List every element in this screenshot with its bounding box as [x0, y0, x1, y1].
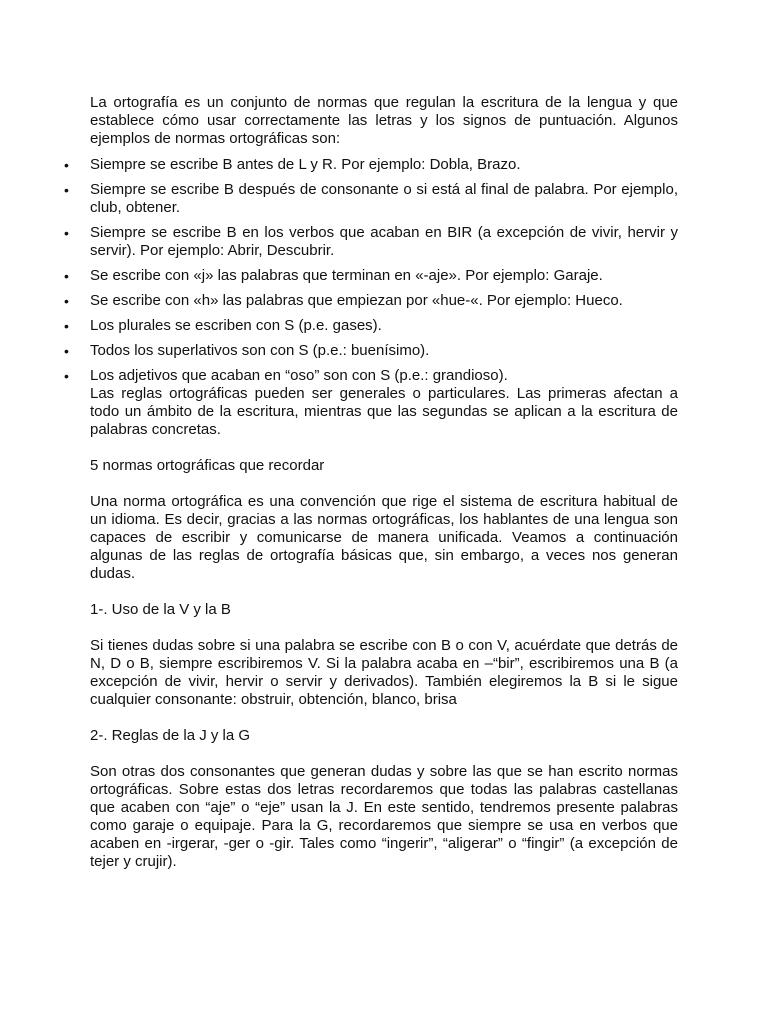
bullet-icon: •: [64, 293, 69, 309]
rule-text: Los adjetivos que acaban en “oso” son con S (p.e.: grandioso).: [90, 367, 508, 384]
list-item: [64, 342, 678, 360]
bullet-icon: •: [64, 225, 69, 241]
section2-heading: 2-. Reglas de la J y la G: [90, 727, 251, 744]
general-particular-paragraph: Las reglas ortográficas pueden ser generales o particulares. Las primeras afectan a todo un ámbito de la escritura, mientras que las segundas se aplican a la escritura de palabras concretas.: [90, 385, 678, 438]
rules-list: [64, 156, 678, 385]
bullet-icon: •: [64, 318, 69, 334]
list-item: [64, 224, 678, 260]
rule-text: Los plurales se escriben con S (p.e. gases).: [90, 317, 382, 334]
rule-text: Todos los superlativos son con S (p.e.: buenísimo).: [90, 342, 430, 359]
section-heading: 5 normas ortográficas que recordar: [90, 457, 325, 474]
rule-text: Siempre se escribe B en los verbos que acaban en BIR (a excepción de vivir, hervir y servir). Por ejemplo: Abrir, Descubrir.: [90, 224, 678, 259]
rule-text: Siempre se escribe B antes de L y R. Por ejemplo: Dobla, Brazo.: [90, 156, 521, 173]
section2-body: Son otras dos consonantes que generan dudas y sobre las que se han escrito normas ortográficas. Sobre estas dos letras recordaremos que todas las palabras castellanas que acaben con “aje” o “eje” usan la J. En este sentido, tendremos presente palabras como garaje o equipaje. Para la G, recordaremos que siempre se usa en verbos que acaben en -irgerar, -ger o -gir. Tales como “ingerir”, “aligerar” o “fingir” (a excepción de tejer y crujir).: [90, 763, 678, 870]
list-item: [64, 292, 678, 310]
list-item: [64, 317, 678, 335]
bullet-icon: •: [64, 157, 69, 173]
list-item: [64, 367, 678, 385]
bullet-icon: •: [64, 182, 69, 198]
rule-text: Se escribe con «h» las palabras que empiezan por «hue-«. Por ejemplo: Hueco.: [90, 292, 623, 309]
definition-paragraph: Una norma ortográfica es una convención que rige el sistema de escritura habitual de un idioma. Es decir, gracias a las normas ortográficas, los hablantes de una lengua son capaces de escribir y comunicarse de manera unificada. Veamos a continuación algunas de las reglas de ortografía básicas que, sin embargo, a veces nos generan dudas.: [90, 493, 678, 582]
intro-paragraph: La ortografía es un conjunto de normas que regulan la escritura de la lengua y que establece cómo usar correctamente las letras y los signos de puntuación. Algunos ejemplos de normas ortográficas son:: [90, 94, 678, 147]
rule-text: Se escribe con «j» las palabras que terminan en «-aje». Por ejemplo: Garaje.: [90, 267, 603, 284]
bullet-icon: •: [64, 343, 69, 359]
bullet-icon: •: [64, 368, 69, 384]
section1-body: Si tienes dudas sobre si una palabra se escribe con B o con V, acuérdate que detrás de N, D o B, siempre escribiremos V. Si la palabra acaba en –“bir”, escribiremos una B (a excepción de vivir, hervir o servir y derivados). También elegiremos la B si le sigue cualquier consonante: obstruir, obtención, blanco, brisa: [90, 637, 678, 708]
list-item: [64, 267, 678, 285]
list-item: [64, 156, 678, 174]
rule-text: Siempre se escribe B después de consonante o si está al final de palabra. Por ejemplo, club, obtener.: [90, 181, 678, 216]
list-item: [64, 181, 678, 217]
section1-heading: 1-. Uso de la V y la B: [90, 601, 231, 618]
document-page: [64, 94, 678, 871]
bullet-icon: •: [64, 268, 69, 284]
